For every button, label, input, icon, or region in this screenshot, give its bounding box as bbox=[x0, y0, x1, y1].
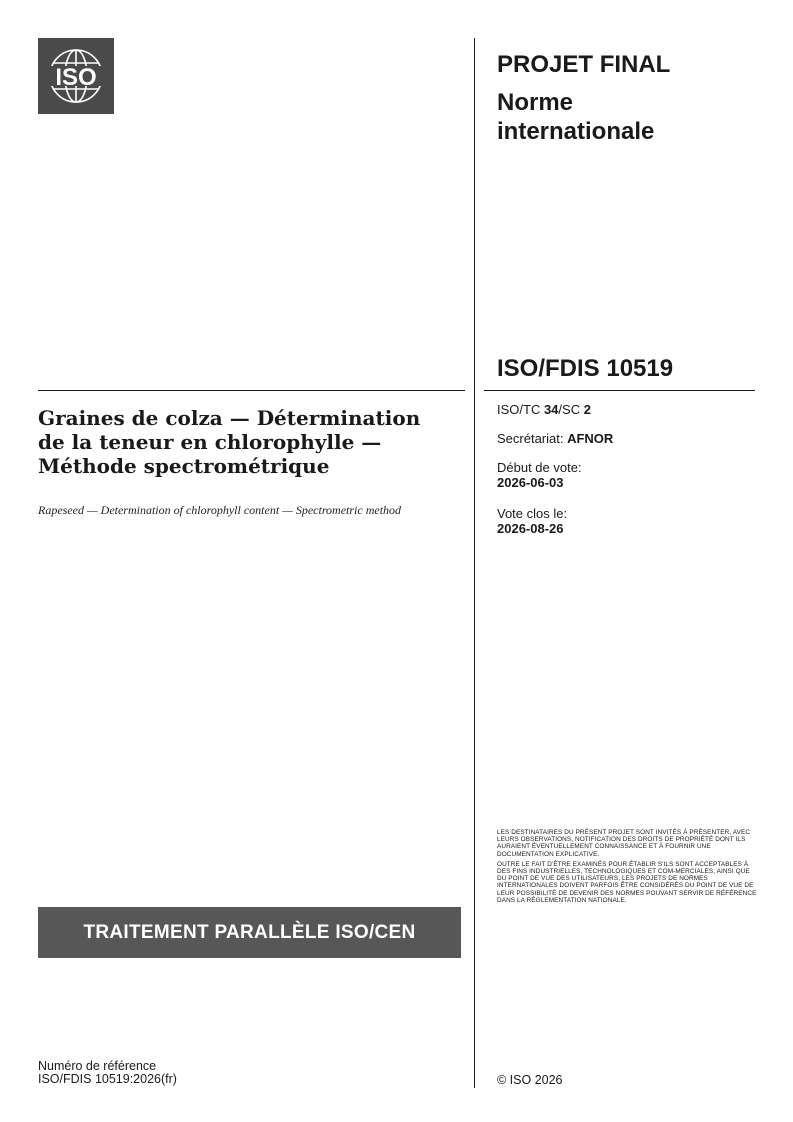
secretariat-label: Secrétariat: bbox=[497, 431, 568, 446]
notice-paragraph-2: OUTRE LE FAIT D'ÊTRE EXAMINÉS POUR ÉTABLIR S'ILS SONT ACCEPTABLES À DES FINS INDUSTRIELLES, TECHNOLOGIQUES ET COM-MERCIALES, AINSI QUE DU POINT DE VUE DES UTILISATEURS, LES PROJETS DE NORMES INTERNATIONALES DOIVENT PARFOIS ÊTRE CONSIDÉRÉS DU POINT DE VUE DE LEUR POSSIBILITÉ DE DEVENIR DES NORMES POUVANT SERVIR DE RÉFÉRENCE DANS LA RÉGLEMENTATION NATIONALE. bbox=[497, 860, 757, 904]
horizontal-rule-left bbox=[38, 390, 465, 391]
iso-globe-icon bbox=[38, 38, 114, 114]
vote-start bbox=[497, 460, 582, 490]
horizontal-rule-right bbox=[484, 390, 755, 391]
notice-paragraph-1: LES DESTINATAIRES DU PRÉSENT PROJET SONT INVITÉS À PRÉSENTER, AVEC LEURS OBSERVATIONS, NOTIFICATION DES DROITS DE PROPRIÉTÉ DONT ILS AURAIENT ÉVENTUELLEMENT CONNAISSANCE ET À FOURNIR UNE DOCUMENTATION EXPLICATIVE. bbox=[497, 829, 751, 858]
title-english: Rapeseed — Determination of chlorophyll content — Spectrometric method bbox=[38, 503, 402, 517]
secretariat bbox=[497, 431, 613, 446]
committee bbox=[497, 402, 591, 417]
vote-end bbox=[497, 506, 567, 536]
secretariat-value: AFNOR bbox=[567, 431, 614, 446]
parallel-processing-banner: TRAITEMENT PARALLÈLE ISO/CEN bbox=[38, 907, 461, 958]
tc-number: 34 bbox=[543, 402, 559, 417]
document-kind: Norme internationale bbox=[497, 89, 655, 145]
reference-footer bbox=[38, 1060, 177, 1086]
sc-number: 2 bbox=[583, 402, 591, 417]
reference-label: Numéro de référence bbox=[38, 1059, 157, 1073]
iso-logo-text: ISO bbox=[55, 64, 97, 91]
vote-start-label: Début de vote: bbox=[497, 460, 582, 475]
reference-number: ISO/FDIS 10519 bbox=[497, 355, 674, 382]
vote-end-label: Vote clos le: bbox=[497, 506, 568, 521]
draft-notice bbox=[497, 829, 759, 907]
document-type: PROJET FINAL bbox=[497, 51, 671, 78]
title-french: Graines de colza — Détermination de la teneur en chlorophylle — Méthode spectrométrique bbox=[38, 406, 421, 478]
vertical-divider bbox=[474, 38, 475, 1088]
iso-logo bbox=[38, 38, 114, 114]
committee-prefix: ISO/TC bbox=[497, 402, 544, 417]
vote-start-date: 2026-06-03 bbox=[497, 475, 564, 490]
copyright: © ISO 2026 bbox=[497, 1073, 563, 1087]
reference-value: ISO/FDIS 10519:2026(fr) bbox=[38, 1072, 177, 1086]
vote-end-date: 2026-08-26 bbox=[497, 521, 564, 536]
sc-prefix: /SC bbox=[558, 402, 584, 417]
